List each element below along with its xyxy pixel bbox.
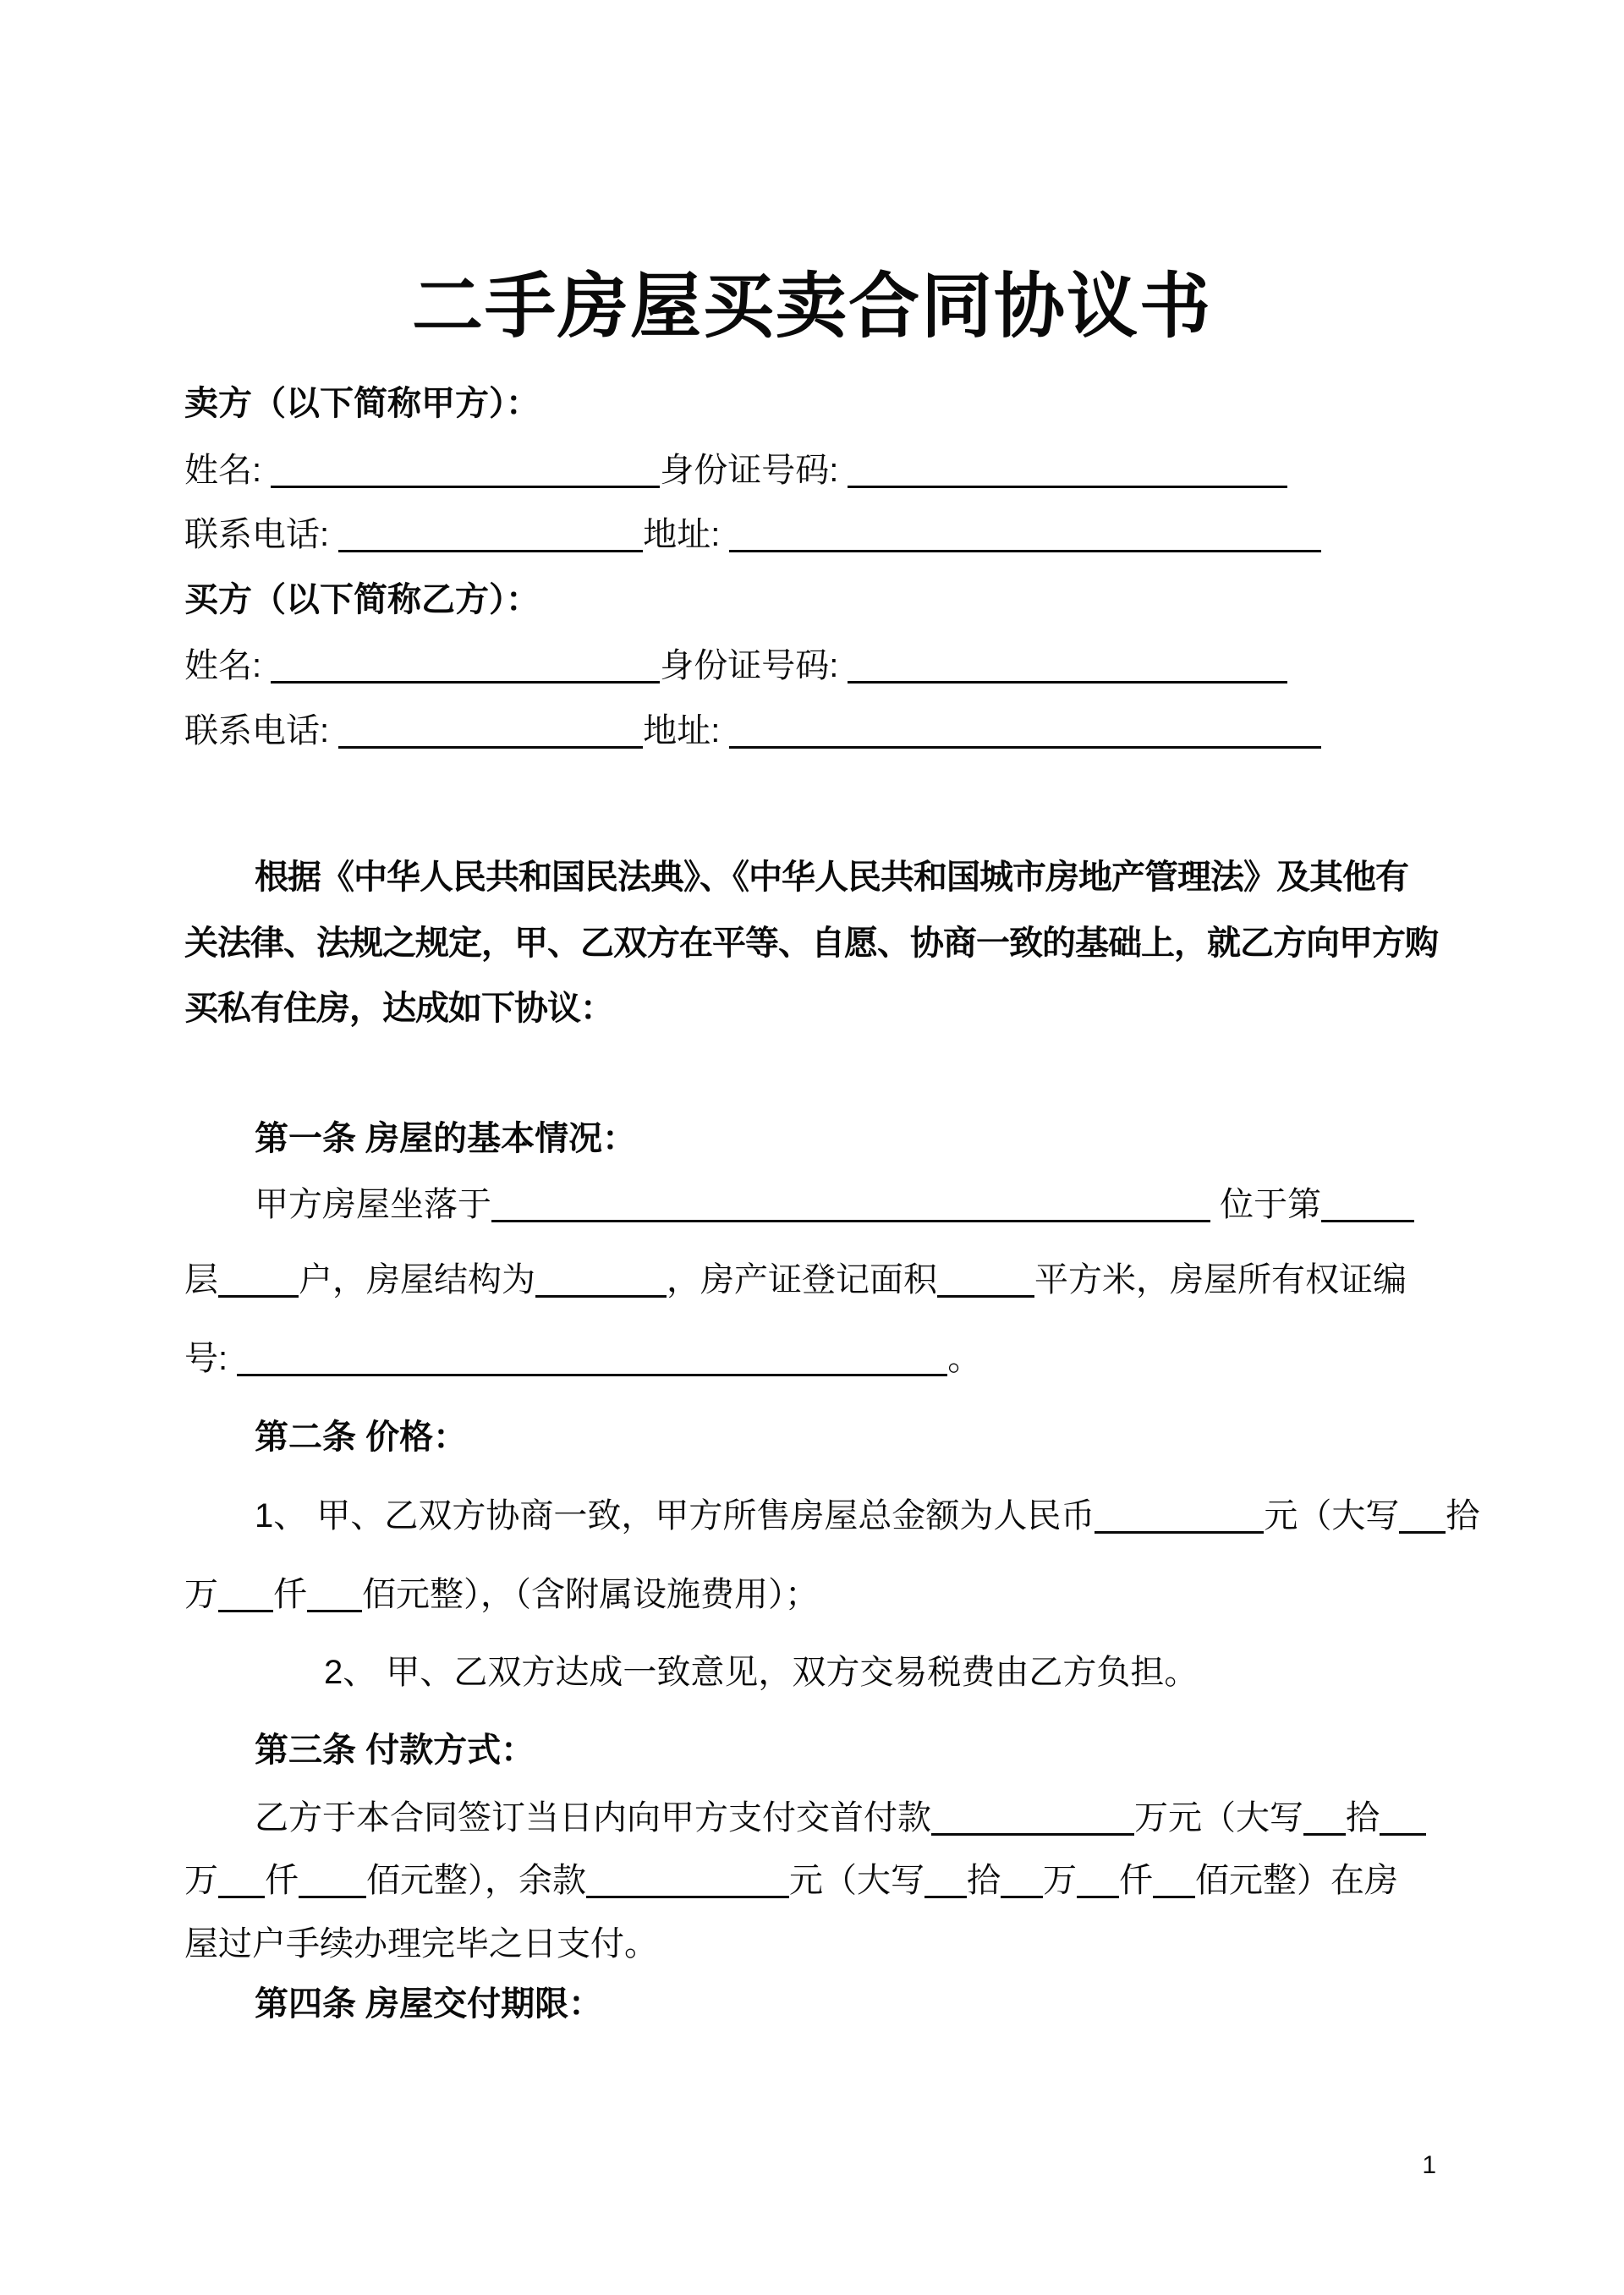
text-run: 第四条 房屋交付期限： bbox=[255, 1985, 603, 2023]
fill-in-blank bbox=[271, 652, 660, 684]
fill-in-blank bbox=[1399, 1502, 1446, 1534]
article-1-line-2 bbox=[184, 1243, 1407, 1317]
text-run: 万 bbox=[184, 1576, 218, 1613]
text-run: 2、 甲、乙双方达成一致意见，双方交易税费由乙方负担。 bbox=[324, 1654, 1199, 1691]
text-run: 姓名: bbox=[184, 452, 272, 489]
fill-in-blank bbox=[1303, 1804, 1346, 1836]
text-run: 屋过户手续办理完毕之日支付。 bbox=[184, 1925, 658, 1963]
article-2-heading bbox=[184, 1400, 467, 1474]
text-run: 元（大写 bbox=[1264, 1497, 1400, 1535]
text-run: 第三条 付款方式： bbox=[255, 1732, 535, 1769]
text-run: 乙方于本合同签订当日内向甲方支付交首付款 bbox=[255, 1799, 931, 1837]
text-run: 佰元整），余款 bbox=[366, 1862, 586, 1899]
text-run: 卖方（以下简称甲方）： bbox=[184, 385, 540, 422]
text-run: 号: bbox=[184, 1340, 238, 1377]
fill-in-blank bbox=[218, 1266, 299, 1298]
buyer-phone-address-line bbox=[184, 694, 1321, 768]
seller-section-heading bbox=[184, 366, 540, 441]
seller-name-id-line bbox=[184, 433, 1287, 508]
fill-in-blank bbox=[218, 1867, 265, 1898]
text-run: 姓名: bbox=[184, 647, 272, 684]
article-1-line-1 bbox=[184, 1167, 1414, 1242]
text-run: 甲方房屋坐落于 bbox=[255, 1186, 491, 1223]
fill-in-blank bbox=[299, 1867, 366, 1898]
text-run: 第二条 价格： bbox=[255, 1419, 468, 1456]
text-run: 地址: bbox=[643, 712, 730, 749]
fill-in-blank bbox=[937, 1266, 1034, 1298]
fill-in-blank bbox=[218, 1581, 273, 1612]
buyer-section-heading bbox=[184, 563, 540, 637]
fill-in-blank bbox=[271, 457, 660, 488]
article-1-line-3 bbox=[184, 1321, 981, 1396]
contract-lines bbox=[184, 0, 1480, 2295]
article-2-line-2 bbox=[184, 1557, 819, 1632]
text-run: 地址: bbox=[643, 516, 730, 553]
fill-in-blank bbox=[338, 521, 643, 552]
article-2-line-3 bbox=[184, 1635, 1198, 1710]
fill-in-blank bbox=[237, 1345, 947, 1376]
fill-in-blank bbox=[491, 1191, 1210, 1222]
text-run: 拾 bbox=[1446, 1497, 1480, 1535]
fill-in-blank bbox=[307, 1581, 362, 1612]
buyer-name-id-line bbox=[184, 629, 1287, 703]
text-run: 根据《中华人民共和国民法典》、《中华人民共和国城市房地产管理法》及其他有 bbox=[255, 859, 1408, 896]
article-1-heading bbox=[184, 1101, 636, 1176]
text-run: 元（大写 bbox=[789, 1862, 924, 1899]
seller-phone-address-line bbox=[184, 497, 1321, 572]
fill-in-blank bbox=[931, 1804, 1134, 1836]
fill-in-blank bbox=[1321, 1191, 1414, 1222]
fill-in-blank bbox=[1095, 1502, 1264, 1534]
fill-in-blank bbox=[1153, 1867, 1195, 1898]
text-run: 佰元整），（含附属设施费用）； bbox=[362, 1576, 819, 1613]
text-run: 关法律、法规之规定，甲、乙双方在平等、自愿、协商一致的基础上，就乙方向甲方购 bbox=[184, 925, 1438, 962]
fill-in-blank bbox=[848, 457, 1287, 488]
fill-in-blank bbox=[1001, 1867, 1043, 1898]
text-run: 仟 bbox=[1119, 1862, 1153, 1899]
fill-in-blank bbox=[1077, 1867, 1119, 1898]
text-run: 联系电话: bbox=[184, 516, 339, 553]
text-run: 户，房屋结构为 bbox=[299, 1261, 535, 1298]
fill-in-blank bbox=[338, 717, 643, 749]
fill-in-blank bbox=[848, 652, 1287, 684]
article-3-heading bbox=[184, 1713, 535, 1787]
text-run: 买方（以下简称乙方）： bbox=[184, 581, 540, 618]
text-run: 1、 甲、乙双方协商一致，甲方所售房屋总金额为人民币 bbox=[255, 1497, 1095, 1535]
text-run: 第一条 房屋的基本情况： bbox=[255, 1120, 637, 1157]
text-run: 万 bbox=[184, 1862, 218, 1899]
article-4-heading bbox=[184, 1967, 602, 2041]
text-run: ，房产证登记面积 bbox=[667, 1261, 937, 1298]
fill-in-blank bbox=[535, 1266, 667, 1298]
fill-in-blank bbox=[924, 1867, 967, 1898]
text-run: 平方米，房屋所有权证编 bbox=[1034, 1261, 1407, 1298]
text-run: 联系电话: bbox=[184, 712, 339, 749]
text-run: 万元（大写 bbox=[1134, 1799, 1303, 1837]
preamble-line-3 bbox=[184, 971, 613, 1046]
text-run: 仟 bbox=[265, 1862, 299, 1899]
article-2-line-1 bbox=[184, 1479, 1479, 1553]
text-run: 拾 bbox=[967, 1862, 1001, 1899]
text-run: 拾 bbox=[1346, 1799, 1380, 1837]
text-run: 位于第 bbox=[1210, 1186, 1322, 1223]
text-run: 身份证号码: bbox=[660, 647, 848, 684]
fill-in-blank bbox=[729, 521, 1321, 552]
fill-in-blank bbox=[729, 717, 1321, 749]
text-run: 佰元整）在房 bbox=[1195, 1862, 1398, 1899]
fill-in-blank bbox=[586, 1867, 789, 1898]
page-number: 1 bbox=[1422, 2151, 1436, 2179]
fill-in-blank bbox=[1380, 1804, 1426, 1836]
preamble-line-2 bbox=[184, 906, 1438, 980]
text-run: 仟 bbox=[273, 1576, 307, 1613]
document-title: 二手房屋买卖合同协议书 bbox=[411, 266, 1212, 347]
text-run: 万 bbox=[1043, 1862, 1077, 1899]
text-run: 买私有住房，达成如下协议： bbox=[184, 990, 613, 1027]
text-run: 身份证号码: bbox=[660, 452, 848, 489]
text-run: 层 bbox=[184, 1261, 218, 1298]
preamble-line-1 bbox=[184, 840, 1408, 914]
text-run: 。 bbox=[947, 1340, 982, 1377]
